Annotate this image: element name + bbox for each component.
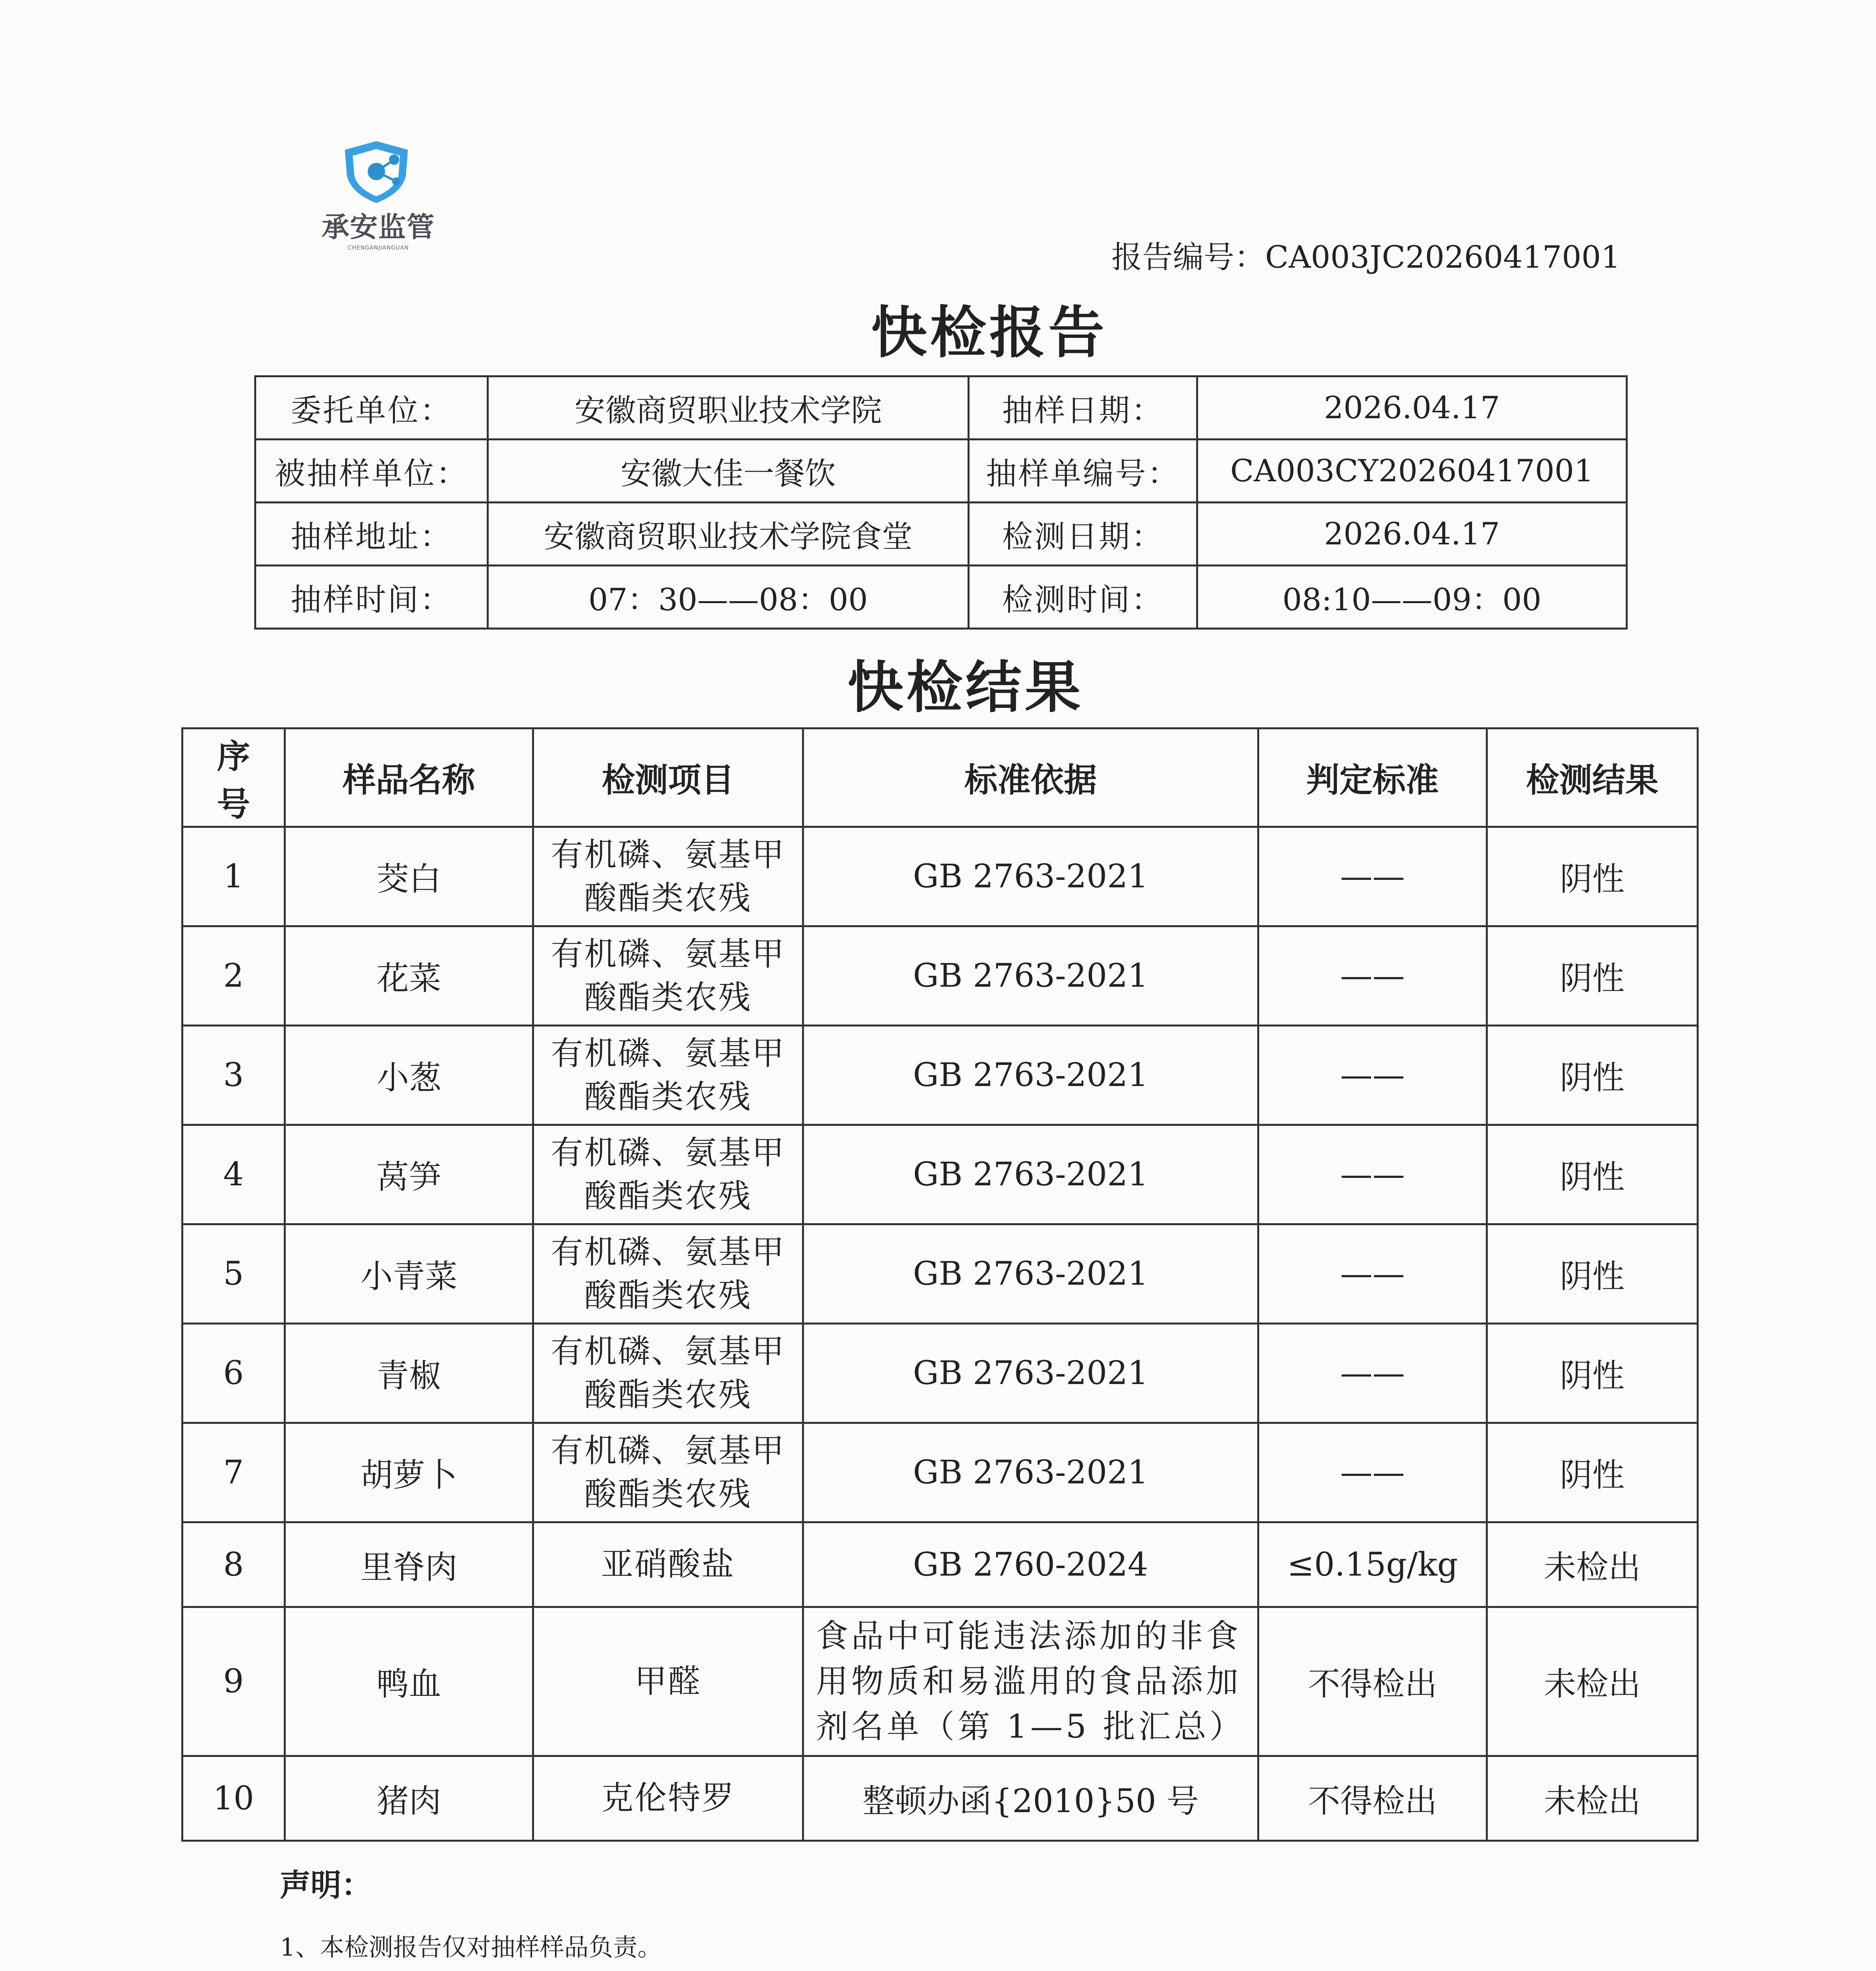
row-result: 阴性: [1487, 1026, 1698, 1125]
row-sample: 小葱: [285, 1026, 533, 1125]
shield-logo-icon: [331, 138, 422, 205]
row-criterion: ≤0.15g/kg: [1258, 1522, 1487, 1607]
row-item: [533, 1224, 803, 1324]
declaration-title: 声明：: [280, 1867, 372, 1903]
sampling-no-label: 抽样单编号：: [969, 440, 1197, 503]
row-sample: 胡萝卜: [285, 1423, 533, 1522]
row-item-line2: 酸酯类农残: [584, 1078, 752, 1116]
row-result: 阴性: [1487, 1324, 1698, 1423]
sampling-date-label: 抽样日期：: [969, 376, 1197, 440]
row-result: 阴性: [1487, 1125, 1698, 1224]
row-item-line2: 酸酯类农残: [584, 1376, 752, 1414]
test-date-label: 检测日期：: [969, 503, 1197, 566]
row-result: 阴性: [1487, 926, 1698, 1026]
row-result: 阴性: [1487, 1224, 1698, 1324]
client-value: 安徽商贸职业技术学院: [488, 376, 969, 440]
row-item-line2: 酸酯类农残: [584, 978, 752, 1016]
row-criterion: 不得检出: [1258, 1756, 1487, 1841]
logo-subtext: CHENGANJIANGUAN: [348, 245, 409, 251]
row-no: 5: [182, 1224, 285, 1324]
declaration-list: [280, 1924, 1620, 1971]
row-result: 阴性: [1487, 1423, 1698, 1522]
report-number-label: 报告编号：: [1111, 240, 1266, 275]
row-item-line1: 有机磷、氨基甲: [551, 1034, 785, 1072]
table-row: [182, 1756, 1698, 1841]
row-criterion: ——: [1258, 1224, 1487, 1324]
row-standard: [803, 1607, 1258, 1756]
header-result: 检测结果: [1487, 728, 1698, 827]
table-row: [182, 1423, 1698, 1522]
row-standard: GB 2763-2021: [803, 1423, 1258, 1522]
table-row: [182, 1324, 1698, 1423]
sampling-no-value: CA003CY20260417001: [1197, 440, 1627, 503]
results-header-row: [182, 728, 1698, 827]
row-criterion: ——: [1258, 827, 1487, 926]
table-row: [182, 827, 1698, 926]
row-item: 克伦特罗: [533, 1756, 803, 1841]
row-sample: 猪肉: [285, 1756, 533, 1841]
row-result: 未检出: [1487, 1756, 1698, 1841]
header-sample: 样品名称: [285, 728, 533, 827]
row-item-line1: 有机磷、氨基甲: [551, 836, 785, 874]
row-no: 9: [182, 1607, 285, 1756]
row-item: [533, 1324, 803, 1423]
row-no: 7: [182, 1423, 285, 1522]
report-number: [1111, 233, 1621, 277]
row-criterion: ——: [1258, 1324, 1487, 1423]
row-standard-line2: 用物质和易滥用的食品添加: [816, 1663, 1242, 1700]
row-item-line2: 酸酯类农残: [584, 1475, 752, 1513]
info-row: [255, 566, 1627, 629]
row-item: [533, 926, 803, 1026]
row-standard: 整顿办函{2010}50 号: [803, 1756, 1258, 1841]
sampling-time-value: 07：30——08：00: [488, 566, 969, 629]
row-standard: GB 2763-2021: [803, 1224, 1258, 1324]
row-standard: GB 2763-2021: [803, 1324, 1258, 1423]
header-no-line1: 序: [217, 736, 250, 776]
row-item: 亚硝酸盐: [533, 1522, 803, 1607]
row-criterion: ——: [1258, 1423, 1487, 1522]
row-standard: GB 2763-2021: [803, 1125, 1258, 1224]
row-standard: GB 2763-2021: [803, 827, 1258, 926]
row-criterion: ——: [1258, 1125, 1487, 1224]
row-item-line2: 酸酯类农残: [584, 1276, 752, 1314]
header-no-line2: 号: [217, 784, 250, 823]
client-label: 委托单位：: [255, 376, 488, 440]
sampled-unit-value: 安徽大佳一餐饮: [488, 440, 969, 503]
row-criterion: ——: [1258, 1026, 1487, 1125]
sampling-time-label: 抽样时间：: [255, 566, 488, 629]
logo-text: 承安监管: [322, 211, 435, 243]
table-row: [182, 1026, 1698, 1125]
info-row: [255, 440, 1627, 503]
table-row: [182, 1607, 1698, 1756]
company-logo: [307, 138, 449, 256]
row-no: 8: [182, 1522, 285, 1607]
row-item-line1: 有机磷、氨基甲: [551, 1332, 785, 1370]
row-criterion: ——: [1258, 926, 1487, 1026]
row-item: [533, 1125, 803, 1224]
sampling-date-value: 2026.04.17: [1197, 376, 1627, 440]
row-sample: 小青菜: [285, 1224, 533, 1324]
row-item: 甲醛: [533, 1607, 803, 1756]
report-number-value: CA003JC20260417001: [1265, 240, 1621, 275]
row-item: [533, 827, 803, 926]
row-sample: 青椒: [285, 1324, 533, 1423]
row-sample: 花菜: [285, 926, 533, 1026]
row-no: 1: [182, 827, 285, 926]
test-time-value: 08:10——09：00: [1197, 566, 1627, 629]
row-item-line1: 有机磷、氨基甲: [551, 1233, 785, 1271]
results-table: [181, 727, 1699, 1842]
table-row: [182, 1125, 1698, 1224]
row-item-line2: 酸酯类农残: [584, 1177, 752, 1215]
sampling-address-label: 抽样地址：: [255, 503, 488, 566]
row-sample: 鸭血: [285, 1607, 533, 1756]
row-no: 10: [182, 1756, 285, 1841]
row-result: 未检出: [1487, 1522, 1698, 1607]
row-standard-line3: 剂名单（第 1—5 批汇总）: [816, 1708, 1245, 1746]
row-no: 4: [182, 1125, 285, 1224]
row-standard: GB 2763-2021: [803, 1026, 1258, 1125]
row-standard: GB 2763-2021: [803, 926, 1258, 1026]
header-item: 检测项目: [533, 728, 803, 827]
row-item-line1: 有机磷、氨基甲: [551, 935, 785, 973]
table-row: [182, 926, 1698, 1026]
info-table: [254, 375, 1628, 630]
row-item: [533, 1423, 803, 1522]
table-row: [182, 1522, 1698, 1607]
row-sample: 里脊肉: [285, 1522, 533, 1607]
declaration-item: 1、本检测报告仅对抽样样品负责。: [280, 1933, 662, 1962]
row-result: 阴性: [1487, 827, 1698, 926]
row-item-line2: 酸酯类农残: [584, 879, 752, 917]
row-item: [533, 1026, 803, 1125]
info-row: [255, 376, 1627, 440]
sampled-unit-label: 被抽样单位：: [255, 440, 488, 503]
row-item-line1: 有机磷、氨基甲: [551, 1134, 785, 1172]
row-item-line1: 有机磷、氨基甲: [551, 1432, 785, 1470]
row-result: 未检出: [1487, 1607, 1698, 1756]
header-criterion: 判定标准: [1258, 728, 1487, 827]
row-criterion: 不得检出: [1258, 1607, 1487, 1756]
test-date-value: 2026.04.17: [1197, 503, 1627, 566]
sampling-address-value: 安徽商贸职业技术学院食堂: [488, 503, 969, 566]
row-no: 6: [182, 1324, 285, 1423]
row-no: 3: [182, 1026, 285, 1125]
header-no: [182, 728, 285, 827]
results-title: 快检结果: [847, 655, 1084, 720]
report-title: 快检报告: [871, 300, 1107, 365]
row-standard-line1: 食品中可能违法添加的非食: [816, 1617, 1242, 1655]
row-no: 2: [182, 926, 285, 1026]
row-standard: GB 2760-2024: [803, 1522, 1258, 1607]
test-time-label: 检测时间：: [969, 566, 1197, 629]
row-sample: 莴笋: [285, 1125, 533, 1224]
header-standard: 标准依据: [803, 728, 1258, 827]
info-row: [255, 503, 1627, 566]
row-sample: 茭白: [285, 827, 533, 926]
table-row: [182, 1224, 1698, 1324]
